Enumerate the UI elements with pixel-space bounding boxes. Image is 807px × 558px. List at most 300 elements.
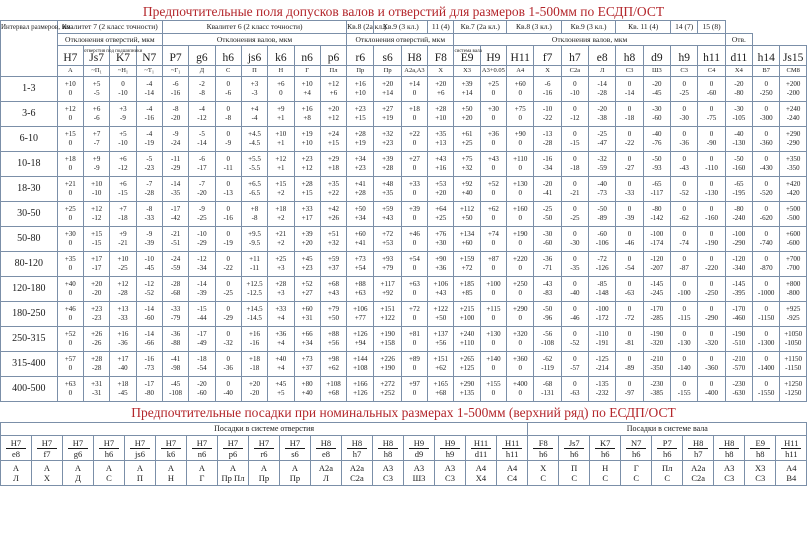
size-range-label: 3-6 xyxy=(1,102,58,127)
deviation-cell xyxy=(374,327,401,352)
fit-hole-letter: А4 xyxy=(475,463,487,473)
upper-deviation: 0 xyxy=(709,105,714,113)
deviation-cell xyxy=(347,352,374,377)
deviation-cell xyxy=(753,252,780,277)
lower-deviation: 0 xyxy=(68,339,73,347)
upper-deviation: -10 xyxy=(144,255,154,263)
lower-deviation: -90 xyxy=(706,139,717,147)
upper-deviation: +48 xyxy=(382,180,394,188)
deviation-cell xyxy=(507,202,534,227)
lower-deviation: +15 xyxy=(354,114,366,122)
field-code: H8 xyxy=(407,52,422,64)
lower-deviation: -35 xyxy=(570,264,580,272)
deviation-cell xyxy=(162,177,188,202)
deviation-cell xyxy=(561,352,588,377)
deviation-cell xyxy=(347,102,374,127)
deviation-group-header: Отклонения валов, мкм xyxy=(454,34,725,46)
lower-deviation: -39 xyxy=(197,289,207,297)
lower-deviation: +4 xyxy=(277,339,285,347)
fit-fraction xyxy=(652,436,683,461)
fit-ost-designation xyxy=(1,461,32,486)
deviation-cell xyxy=(57,327,83,352)
deviation-cell xyxy=(480,102,506,127)
deviation-cell xyxy=(136,102,162,127)
fit-hole-letter: А xyxy=(136,463,144,473)
deviation-cell xyxy=(589,102,616,127)
field-code-header xyxy=(480,46,506,66)
deviation-cell xyxy=(241,377,267,402)
table-row xyxy=(1,202,807,227)
deviation-cell xyxy=(57,277,83,302)
upper-deviation: 0 xyxy=(226,330,230,338)
lower-deviation: +6 xyxy=(437,89,445,97)
deviation-cell xyxy=(753,377,780,402)
deviation-cell xyxy=(215,127,241,152)
upper-deviation: 0 xyxy=(709,130,714,138)
fit-ost-designation xyxy=(745,461,776,486)
upper-deviation: -125 xyxy=(595,355,609,363)
deviation-cell xyxy=(753,102,780,127)
fit-hole-letter: Х xyxy=(540,463,547,473)
deviation-cell xyxy=(401,377,427,402)
upper-deviation: +32 xyxy=(382,130,394,138)
deviation-cell xyxy=(780,277,807,302)
upper-deviation: +10 xyxy=(117,255,129,263)
field-code-header xyxy=(616,46,643,66)
lower-deviation: -24 xyxy=(170,139,181,147)
fit-shaft-field: k6 xyxy=(166,448,176,459)
lower-deviation: -51 xyxy=(170,239,181,247)
deviation-cell xyxy=(374,227,401,252)
lower-deviation: 0 xyxy=(518,364,522,372)
deviation-cell xyxy=(671,277,698,302)
upper-deviation: 0 xyxy=(764,230,768,238)
upper-deviation: 0 xyxy=(627,380,632,388)
deviation-cell xyxy=(57,202,83,227)
deviation-cell xyxy=(428,302,454,327)
lower-deviation: -172 xyxy=(595,314,609,322)
lower-deviation: -14 xyxy=(144,89,154,97)
deviation-cell xyxy=(671,202,698,227)
size-range-label: 80-120 xyxy=(1,252,58,277)
lower-deviation: -75 xyxy=(706,114,717,122)
deviation-cell xyxy=(780,152,807,177)
lower-deviation: -28 xyxy=(597,89,607,97)
size-range-label: 6-10 xyxy=(1,127,58,152)
deviation-cell xyxy=(480,352,506,377)
fit-hole-field: H7 xyxy=(99,438,119,449)
field-code-header xyxy=(561,46,588,66)
deviation-cell xyxy=(561,177,588,202)
upper-deviation: +41 xyxy=(354,180,366,188)
ost-designation: Пр xyxy=(347,66,374,77)
lower-deviation: +27 xyxy=(301,289,313,297)
fit-shaft-letter: С2а xyxy=(691,473,706,483)
lower-deviation: +4 xyxy=(277,314,285,322)
fit-hole-field: H7 xyxy=(130,438,150,449)
upper-deviation: +61 xyxy=(461,130,473,138)
deviation-cell xyxy=(215,302,241,327)
upper-deviation: 0 xyxy=(682,255,686,263)
lower-deviation: -97 xyxy=(624,389,635,397)
upper-deviation: +112 xyxy=(459,205,475,213)
lower-deviation: -131 xyxy=(541,389,554,397)
deviation-cell xyxy=(753,177,780,202)
upper-deviation: -4 xyxy=(146,105,153,113)
upper-deviation: +18 xyxy=(64,155,76,163)
upper-deviation: 0 xyxy=(226,105,230,113)
fit-hole-letter: А3 xyxy=(382,463,394,473)
deviation-cell xyxy=(616,102,643,127)
lower-deviation: +10 xyxy=(301,139,313,147)
deviation-cell xyxy=(401,252,427,277)
lower-deviation: -6 xyxy=(93,114,100,122)
upper-deviation: +90 xyxy=(435,255,447,263)
lower-deviation: -14 xyxy=(624,89,635,97)
lower-deviation: -54 xyxy=(197,364,207,372)
field-code: Js7 xyxy=(89,52,104,64)
fit-shaft-letter: Х xyxy=(43,473,51,483)
deviation-cell xyxy=(698,352,725,377)
lower-deviation: -52 xyxy=(679,189,689,197)
upper-deviation: 0 xyxy=(682,130,686,138)
upper-deviation: +18 xyxy=(117,380,129,388)
fit-hole-field: H8 xyxy=(719,438,739,449)
deviation-cell xyxy=(84,102,110,127)
upper-deviation: +31 xyxy=(91,380,103,388)
ost-designation: СМ8 xyxy=(780,66,807,77)
lower-deviation: +32 xyxy=(328,239,339,247)
upper-deviation: +130 xyxy=(513,180,528,188)
lower-deviation: -36 xyxy=(118,339,128,347)
upper-deviation: 0 xyxy=(573,180,577,188)
lower-deviation: +2 xyxy=(277,189,285,197)
table-row xyxy=(1,277,807,302)
lower-deviation: -23 xyxy=(91,314,102,322)
upper-deviation: +137 xyxy=(433,330,448,338)
deviation-cell xyxy=(725,277,752,302)
upper-deviation: +4.5 xyxy=(248,130,261,138)
lower-deviation: +19 xyxy=(382,114,394,122)
fit-fraction xyxy=(714,436,745,461)
upper-deviation: +160 xyxy=(513,205,528,213)
deviation-cell xyxy=(84,77,110,102)
lower-deviation: +37 xyxy=(328,264,339,272)
deviation-cell xyxy=(480,252,506,277)
grade-group-header: Кв.8 (2а кл.) xyxy=(347,21,374,34)
field-code: p6 xyxy=(327,52,340,64)
deviation-cell xyxy=(725,227,752,252)
deviation-cell xyxy=(643,227,670,252)
upper-deviation: +22 xyxy=(408,130,420,138)
upper-deviation: 0 xyxy=(764,280,768,288)
upper-deviation: -13 xyxy=(542,130,553,138)
deviation-cell xyxy=(589,302,616,327)
lower-deviation: -130 xyxy=(732,139,746,147)
deviation-cell xyxy=(698,102,725,127)
lower-deviation: -115 xyxy=(677,314,691,322)
fit-ost-designation xyxy=(249,461,280,486)
deviation-cell xyxy=(241,77,267,102)
lower-deviation: +4 xyxy=(277,364,285,372)
ost-designation: С4 xyxy=(698,66,725,77)
field-note: система вала xyxy=(454,49,482,54)
fit-hole-field: H11 xyxy=(471,438,491,449)
lower-deviation: 0 xyxy=(518,189,522,197)
deviation-cell xyxy=(320,252,346,277)
upper-deviation: +215 xyxy=(459,305,475,313)
lower-deviation: -191 xyxy=(595,339,609,347)
deviation-cell xyxy=(589,227,616,252)
upper-deviation: +6.5 xyxy=(248,180,261,188)
lower-deviation: +2 xyxy=(277,239,285,247)
field-code: N7 xyxy=(142,52,157,64)
upper-deviation: 0 xyxy=(709,180,714,188)
deviation-cell xyxy=(320,302,346,327)
lower-deviation: +26 xyxy=(328,214,339,222)
deviation-cell xyxy=(753,227,780,252)
upper-deviation: -7 xyxy=(146,180,153,188)
deviation-cell xyxy=(480,202,506,227)
tolerance-fields-title: Предпочтительные поля допусков валов и отверстий для размеров 1-500мм по ЕСДП/ОСТ xyxy=(142,4,665,19)
upper-deviation: +320 xyxy=(513,330,528,338)
field-code: h6 xyxy=(222,52,234,64)
deviation-cell xyxy=(616,152,643,177)
fit-hole-field: P7 xyxy=(657,438,677,449)
fit-fraction xyxy=(745,436,776,461)
lower-deviation: -33 xyxy=(624,189,635,197)
upper-deviation: +18 xyxy=(249,355,260,363)
lower-deviation: -45 xyxy=(652,89,662,97)
deviation-cell xyxy=(347,327,374,352)
ost-designation: Л xyxy=(589,66,616,77)
upper-deviation: +80 xyxy=(301,380,313,388)
lower-deviation: -19 xyxy=(223,239,233,247)
lower-deviation: -740 xyxy=(759,239,773,247)
lower-deviation: +32 xyxy=(461,164,473,172)
upper-deviation: 0 xyxy=(226,280,230,288)
lower-deviation: 0 xyxy=(491,114,496,122)
deviation-cell xyxy=(534,152,561,177)
upper-deviation: +21 xyxy=(64,180,76,188)
upper-deviation: 0 xyxy=(764,205,768,213)
upper-deviation: -62 xyxy=(542,355,553,363)
fit-hole-field: H8 xyxy=(347,438,367,449)
deviation-cell xyxy=(189,77,215,102)
lower-deviation: -16 xyxy=(223,214,233,222)
lower-deviation: -400 xyxy=(705,389,718,397)
upper-deviation: +16 xyxy=(301,105,313,113)
deviation-cell xyxy=(347,227,374,252)
lower-deviation: -16 xyxy=(249,339,260,347)
upper-deviation: +30 xyxy=(64,230,76,238)
lower-deviation: -6.5 xyxy=(248,189,261,197)
lower-deviation: 0 xyxy=(279,89,283,97)
upper-deviation: +30 xyxy=(487,105,499,113)
deviation-cell xyxy=(589,202,616,227)
deviation-cell xyxy=(84,252,110,277)
grade-group-header: Кв.8 (3 кл.) xyxy=(507,21,562,34)
fit-hole-letter: А3 xyxy=(724,463,735,473)
upper-deviation: +20 xyxy=(435,80,447,88)
lower-deviation: -33 xyxy=(118,314,128,322)
upper-deviation: +290 xyxy=(459,380,475,388)
lower-deviation: -87 xyxy=(679,264,689,272)
lower-deviation: -250 xyxy=(759,89,773,97)
upper-deviation: +98 xyxy=(328,355,339,363)
deviation-cell xyxy=(698,252,725,277)
upper-deviation: +36 xyxy=(275,330,287,338)
upper-deviation: -20 xyxy=(197,380,207,388)
lower-deviation: -630 xyxy=(732,389,746,397)
upper-deviation: -6 xyxy=(198,155,205,163)
deviation-cell xyxy=(698,377,725,402)
ost-designation: В7 xyxy=(753,66,780,77)
deviation-cell xyxy=(162,202,188,227)
lower-deviation: -14.5 xyxy=(247,314,262,322)
deviation-cell xyxy=(241,127,267,152)
ost-designation: Н xyxy=(268,66,294,77)
deviation-cell xyxy=(428,127,454,152)
lower-deviation: 0 xyxy=(518,139,522,147)
deviation-cell xyxy=(534,277,561,302)
lower-deviation: +79 xyxy=(382,264,394,272)
fit-shaft-letter: С xyxy=(664,473,671,483)
lower-deviation: +10 xyxy=(354,89,366,97)
field-code: H7 xyxy=(63,52,78,64)
deviation-cell xyxy=(589,277,616,302)
lower-deviation: -1250 xyxy=(785,389,802,397)
deviation-cell xyxy=(671,227,698,252)
field-code: h7 xyxy=(569,52,581,64)
upper-deviation: +79 xyxy=(328,305,339,313)
lower-deviation: -160 xyxy=(732,164,746,172)
deviation-cell xyxy=(241,277,267,302)
fit-hole-field: H7 xyxy=(254,438,274,449)
upper-deviation: -85 xyxy=(597,280,607,288)
upper-deviation: -11 xyxy=(171,155,181,163)
lower-deviation: +56 xyxy=(435,339,447,347)
upper-deviation: -17 xyxy=(170,205,181,213)
deviation-cell xyxy=(320,277,346,302)
fit-fraction xyxy=(94,436,125,461)
deviation-cell xyxy=(643,327,670,352)
lower-deviation: -108 xyxy=(541,339,554,347)
lower-deviation: -142 xyxy=(650,214,664,222)
lower-deviation: -106 xyxy=(595,239,609,247)
deviation-cell xyxy=(698,127,725,152)
deviation-cell xyxy=(725,302,752,327)
lower-deviation: -800 xyxy=(786,289,800,297)
field-code: H9 xyxy=(486,52,501,64)
deviation-cell xyxy=(780,352,807,377)
deviation-cell xyxy=(374,152,401,177)
lower-deviation: -395 xyxy=(732,289,746,297)
fit-hole-letter: А4 xyxy=(786,463,797,473)
upper-deviation: +27 xyxy=(408,155,420,163)
lower-deviation: +4 xyxy=(303,89,311,97)
upper-deviation: -30 xyxy=(652,105,662,113)
upper-deviation: 0 xyxy=(627,280,632,288)
upper-deviation: -4 xyxy=(146,80,153,88)
upper-deviation: +28 xyxy=(275,280,287,288)
lower-deviation: +12 xyxy=(301,164,313,172)
upper-deviation: 0 xyxy=(764,355,768,363)
upper-deviation: +110 xyxy=(513,155,528,163)
upper-deviation: +88 xyxy=(328,330,339,338)
upper-deviation: +420 xyxy=(785,180,801,188)
upper-deviation: +33 xyxy=(275,305,287,313)
fit-ost-designation xyxy=(63,461,94,486)
lower-deviation: -28 xyxy=(144,189,154,197)
lower-deviation: 0 xyxy=(518,264,522,272)
fit-shaft-letter: С xyxy=(602,473,609,483)
lower-deviation: +100 xyxy=(459,314,475,322)
fit-fraction xyxy=(435,436,466,461)
lower-deviation: -320 xyxy=(705,339,718,347)
deviation-cell xyxy=(215,102,241,127)
upper-deviation: -4 xyxy=(198,105,205,113)
deviation-cell xyxy=(374,102,401,127)
fit-hole-letter: А xyxy=(291,463,299,473)
deviation-cell xyxy=(616,302,643,327)
table-row xyxy=(1,302,807,327)
upper-deviation: +92 xyxy=(461,180,473,188)
upper-deviation: +60 xyxy=(514,80,526,88)
deviation-cell xyxy=(401,227,427,252)
deviation-cell xyxy=(428,77,454,102)
fit-hole-letter: А3 xyxy=(444,463,456,473)
field-code-header xyxy=(725,46,752,66)
deviation-cell xyxy=(753,77,780,102)
deviation-cell xyxy=(643,77,670,102)
deviation-cell xyxy=(725,152,752,177)
grade-group-header: Кв.9 (3 кл.) xyxy=(561,21,616,34)
upper-deviation: +18 xyxy=(275,205,287,213)
deviation-cell xyxy=(561,252,588,277)
upper-deviation: -36 xyxy=(542,255,553,263)
lower-deviation: +1 xyxy=(277,139,285,147)
deviation-cell xyxy=(561,277,588,302)
deviation-cell xyxy=(136,127,162,152)
deviation-cell xyxy=(780,327,807,352)
deviation-cell xyxy=(507,277,534,302)
lower-deviation: -17 xyxy=(91,264,102,272)
upper-deviation: +33 xyxy=(301,205,313,213)
upper-deviation: 0 xyxy=(573,80,577,88)
ost-designation: Г xyxy=(294,66,320,77)
deviation-cell xyxy=(480,177,506,202)
deviation-cell xyxy=(698,302,725,327)
lower-deviation: -60 xyxy=(144,314,154,322)
upper-deviation: 0 xyxy=(764,305,768,313)
deviation-cell xyxy=(753,352,780,377)
lower-deviation: -30 xyxy=(570,239,580,247)
lower-deviation: -15 xyxy=(570,139,580,147)
fit-shaft-letter: С3 xyxy=(383,473,393,483)
upper-deviation: -6 xyxy=(172,80,179,88)
lower-deviation: +14 xyxy=(382,89,394,97)
fit-hole-letter: А xyxy=(43,463,51,473)
lower-deviation: -59 xyxy=(170,264,181,272)
deviation-cell xyxy=(162,252,188,277)
lower-deviation: -18 xyxy=(249,364,260,372)
deviation-cell xyxy=(241,302,267,327)
upper-deviation: +10 xyxy=(275,130,287,138)
lower-deviation: -430 xyxy=(759,164,773,172)
field-code-header xyxy=(671,46,698,66)
lower-deviation: 0 xyxy=(68,189,73,197)
